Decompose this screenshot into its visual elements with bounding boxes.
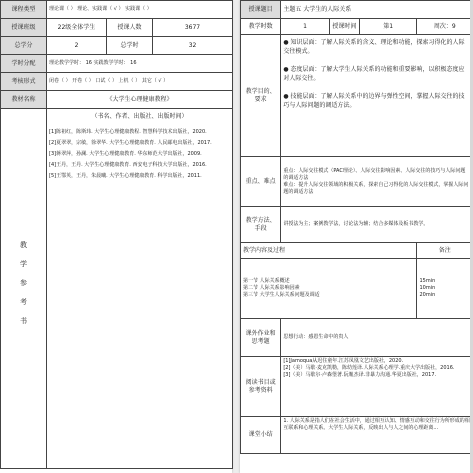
section-title: 第三节 大学生人际关系问题及调适: [243, 292, 320, 298]
class-value: 22级全体学生: [47, 19, 107, 37]
ref-item: [4]王丹，王丹. 大学生心理健康教育. 西安电子科技大学出版社，2016.: [49, 162, 207, 168]
course-type-value: 理论课（ ） 理论、实践课（ √ ） 实践课（ ）: [47, 1, 233, 19]
obj-cell: [281, 35, 473, 157]
hours-label: 总学时: [107, 37, 153, 55]
key-cell: [281, 157, 473, 207]
left-info-table: [0, 0, 233, 469]
obj-item: ● 知识层面：了解人际关系的含义、理论和功能，探索习得化的人际交往模式。: [283, 39, 465, 55]
obj-item: ● 态度层面：了解大学生人际关系的功能和重要影响，以积极态度应对人际交往。: [283, 66, 465, 82]
ref-item: [3]蒋翠萍，孙澜. 大学生心理健康教育. 华东师范大学出版社，2009.: [49, 151, 202, 157]
ref-item: [5]王鄂英，王丹，朱晨曦. 大学生心理健康教育. 科学出版社，2011.: [49, 173, 202, 179]
course-type-label: 课程类型: [1, 1, 47, 19]
hw-label: 课外作业和思考题: [241, 319, 281, 357]
read-item: [3]（美）马歇尔·卢森堡著.阮胤杰译.非暴力沟通.华夏出版社，2017.: [283, 372, 437, 378]
section-time: 20min: [419, 292, 436, 298]
obj-label: 教学目的、要求: [241, 35, 281, 157]
allocation-value: 理论教学学时： 16 实践教学学时： 16: [47, 55, 233, 73]
allocation-label: 学时分配: [1, 55, 47, 73]
key-label: 重点、难点: [241, 157, 281, 207]
key-value: 重点：人际交往模式（PAC理论）、人际交往影响因素、人际交往的技巧与人际问题的调适方法: [283, 167, 466, 181]
obj-item: ● 技能层面：了解人际关系中的边界与弹性空间，掌握人际交往的技巧与人际问题的调适方法。: [283, 93, 465, 109]
textbook-value: 《大学生心理健康教程》: [47, 91, 233, 109]
sections-time-cell: [417, 259, 473, 319]
refs-label: 教学参考书: [19, 241, 28, 336]
topic-value: 主题五 大学生的人际关系: [281, 1, 473, 19]
class-label: 授课班级: [1, 19, 47, 37]
refs-list: [49, 129, 230, 180]
summary-value: 1. 人际关系是指人们在社会生活中，通过相互认知、情感互动和交往行为所形成的相互联系和心理关系。大学生人际关系，反映出人与人之间的心理距离...: [281, 417, 473, 454]
unit-value: 1: [281, 19, 329, 35]
diff-value: 难点：提升人际交往领域的积极关系，探索自己习得化的人际交往模式，掌握人际问题的调适方法: [283, 181, 469, 195]
right-info-table: [240, 0, 473, 454]
section-title: 第二节 人际关系影响因素: [243, 285, 300, 291]
method-label: 教学方法、手段: [241, 207, 281, 243]
textbook-label: 教材名称: [1, 91, 47, 109]
section-time: 15min: [419, 278, 436, 284]
hw-value: 思想行动：感恩生命中的贵人: [281, 319, 473, 357]
read-item: [1]Jamoqua从迟住童年.江苏凤凰文艺出版社，2020.: [283, 358, 404, 364]
hours-value: 32: [153, 37, 233, 55]
read-item: [2]（美）马歇·麦克凯勒，陈幼莲译.人际关系心理学.重庆大学出版社，2016.: [283, 365, 455, 371]
content-time-label: 备注: [417, 243, 473, 259]
count-value: 3677: [153, 19, 233, 37]
topic-label: 授课题目: [241, 1, 281, 19]
credits-value: 2: [47, 37, 107, 55]
count-label: 授课人数: [107, 19, 153, 37]
section-time: 10min: [419, 285, 436, 291]
left-page: [0, 0, 232, 473]
unit-label: 教学时数: [241, 19, 281, 35]
content-label: 教学内容及过程: [241, 243, 417, 259]
period-label: 周次：9: [417, 19, 473, 35]
refs-label-cell: [1, 109, 47, 469]
method-value: 讲授法为主；案例教学法，讨论法为辅；结合多媒体及板书教学。: [281, 207, 473, 243]
right-page: [240, 0, 473, 473]
section-title: 第一节 人际关系概述: [243, 278, 290, 284]
refs-header: （书名、作者、出版社、出版时间）: [91, 113, 188, 120]
exam-label: 考核形式: [1, 73, 47, 91]
exam-value: 闭卷（ ） 开卷（ ） 口试（ ） 上机（ ） 其它（ √ ）: [47, 73, 233, 91]
summary-label: 课堂小结: [241, 417, 281, 454]
ref-item: [2]夏翠翠，宗敏，徐翠华. 大学生心理健康教育. 人民邮电出版社，2017.: [49, 140, 212, 146]
ref-item: [1]陈祖红，陈斯玮. 大学生心理健康教程. 智慧科学技术出版社，2020.: [49, 129, 207, 135]
read-label: 阅读书目或参考资料: [241, 357, 281, 417]
week-label: 第1: [359, 19, 416, 35]
time-label: 授课时间: [329, 19, 359, 35]
refs-cell: [47, 109, 233, 469]
sections-cell: [241, 259, 417, 319]
credits-label: 总学分: [1, 37, 47, 55]
read-cell: [281, 357, 473, 417]
